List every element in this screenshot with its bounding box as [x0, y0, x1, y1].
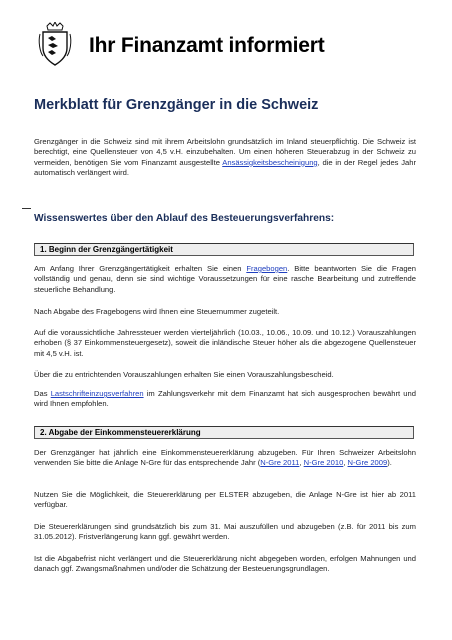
section-2-paragraph-2: Nutzen Sie die Möglichkeit, die Steuererklärung per ELSTER abzugeben, die Anlage N-Gre ist hier ab 2011 verfügbar. [34, 490, 416, 510]
n-gre-2011-link[interactable]: N-Gre 2011 [260, 458, 300, 468]
text: , [343, 458, 348, 468]
section-2-paragraph-3: Die Steuererklärungen sind grundsätzlich bis zum 31. Mai auszufüllen und abzugeben (z.B. für 2011 bis zum 31.05.2012). Fristverlängerung kann ggf. gewährt werden. [34, 522, 416, 542]
section-1-paragraph-4: Über die zu entrichtenden Vorauszahlungen erhalten Sie einen Vorauszahlungsbescheid. [34, 370, 334, 379]
intro-paragraph [34, 137, 416, 179]
margin-mark [22, 208, 31, 209]
text: , [299, 458, 304, 468]
section-2-paragraph-1 [34, 448, 416, 469]
n-gre-2010-link[interactable]: N-Gre 2010 [303, 458, 344, 468]
text: . Bitte beantworten Sie die Fragen vollständig und genau, denn sie sind wichtige Voraussetzungen für eine rasche Bearbeitung und zutreffende steuerliche Behandlung. [34, 264, 416, 294]
document-title: Merkblatt für Grenzgänger in die Schweiz [34, 97, 319, 113]
ansaessigkeitsbescheinigung-link[interactable]: Ansässigkeitsbescheinigung [222, 157, 318, 167]
intro-text-end: , die in der Regel jedes Jahr automatisch verlängert wird. [34, 157, 416, 178]
text: Das [34, 389, 51, 398]
fragebogen-link[interactable]: Fragebogen [246, 264, 288, 273]
section-1-paragraph-3: Auf die voraussichtliche Jahressteuer werden vierteljährlich (10.03., 10.06., 10.09. und 10.12.) Vorauszahlungen erhoben (§ 37 Einkommensteuergesetz), soweit die inländische Steuer höher als die abgezogene Quellensteuer mit 4,5 v.H. ist. [34, 328, 416, 358]
section-1-heading: 1. Beginn der Grenzgängertätigkeit [34, 243, 414, 256]
section-2-heading: 2. Abgabe der Einkommensteuererklärung [34, 426, 414, 439]
section-1-paragraph-2: Nach Abgabe des Fragebogens wird Ihnen eine Steuernummer zugeteilt. [34, 307, 280, 316]
text: im Zahlungsverkehr mit dem Finanzamt hat sich ausgesprochen bewährt und wird Ihnen empfohlen. [34, 389, 416, 409]
n-gre-2009-link[interactable]: N-Gre 2009 [347, 458, 388, 468]
section-1-paragraph-1 [34, 264, 416, 295]
coat-of-arms-icon [38, 22, 72, 66]
text: Der Grenzgänger hat jährlich eine Einkommensteuererklärung abzugeben. Für Ihren Schweizer Arbeitslohn verwenden Sie bitte die Anlage N-Gre für das entsprechende Jahr ( [34, 448, 416, 468]
section-1-paragraph-5 [34, 389, 416, 410]
intro-text: Grenzgänger in die Schweiz sind mit ihrem Arbeitslohn grundsätzlich im Inland steuerpflichtig. Die Schweiz ist berechtigt, eine Quellensteuer von 4,5 v.H. einzubehalten. Um einen höheren Steuerabzug in der Schweiz zu vermeiden, benötigen Sie vom Finanzamt ausgestellte [34, 137, 416, 167]
header-title: Ihr Finanzamt informiert [89, 34, 325, 57]
text: Am Anfang Ihrer Grenzgängertätigkeit erhalten Sie einen [34, 264, 247, 273]
sub-heading: Wissenswertes über den Ablauf des Besteuerungsverfahrens: [34, 213, 335, 224]
section-2-paragraph-4: Ist die Abgabefrist nicht verlängert und die Steuererklärung nicht abgegeben worden, erfolgen Mahnungen und danach ggf. Zwangsmaßnahmen und/oder die Schätzung der Besteuerungsgrundlagen. [34, 554, 416, 574]
lastschrifteinzugsverfahren-link[interactable]: Lastschrifteinzugsverfahren [50, 389, 144, 398]
text: ). [387, 458, 392, 468]
